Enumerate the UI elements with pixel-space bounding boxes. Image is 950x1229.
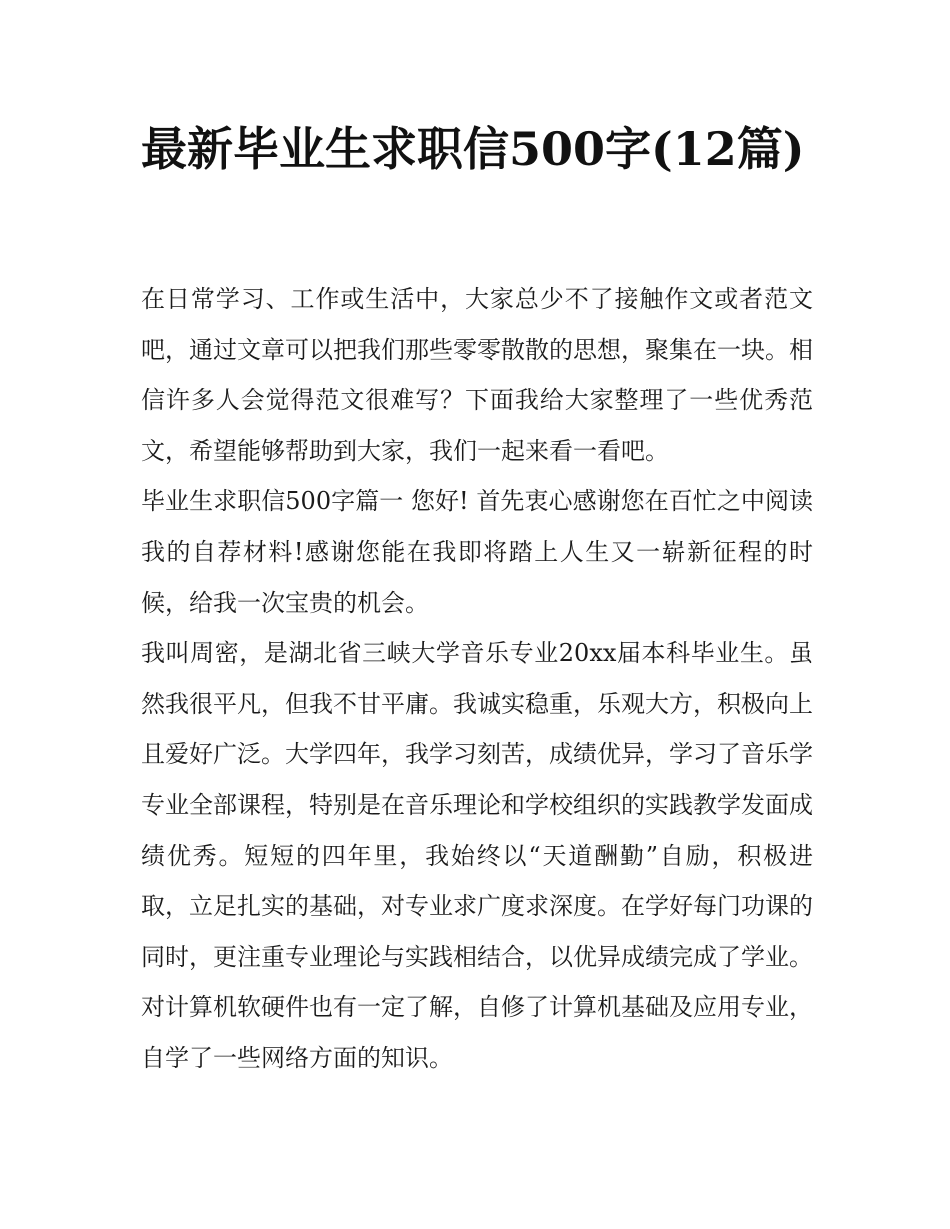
paragraph-self-introduction: 我叫周密，是湖北省三峡大学音乐专业20xx届本科毕业生。虽然我很平凡，但我不甘平庸。我诚实稳重，乐观大方，积极向上且爱好广泛。大学四年，我学习刻苦，成绩优异，学习了音乐学专业全部课程，特别是在音乐理论和学校组织的实践教学发面成绩优秀。短短的四年里，我始终以“天道酬勤”自励，积极进取，立足扎实的基础，对专业求广度求深度。在学好每门功课的同时，更注重专业理论与实践相结合，以优异成绩完成了学业。对计算机软硬件也有一定了解，自修了计算机基础及应用专业，自学了一些网络方面的知识。 [141, 639, 813, 1072]
document-title: 最新毕业生求职信500字(12篇) [141, 122, 805, 176]
paragraph-greeting: 毕业生求职信500字篇一 您好! 首先衷心感谢您在百忙之中阅读我的自荐材料!感谢您能在我即将踏上人生又一崭新征程的时候，给我一次宝贵的机会。 [141, 487, 813, 617]
paragraph-intro: 在日常学习、工作或生活中，大家总少不了接触作文或者范文吧，通过文章可以把我们那些零零散散的思想，聚集在一块。相信许多人会觉得范文很难写？下面我给大家整理了一些优秀范文，希望能够帮助到大家，我们一起来看一看吧。 [141, 285, 813, 465]
document-body [141, 274, 813, 1084]
